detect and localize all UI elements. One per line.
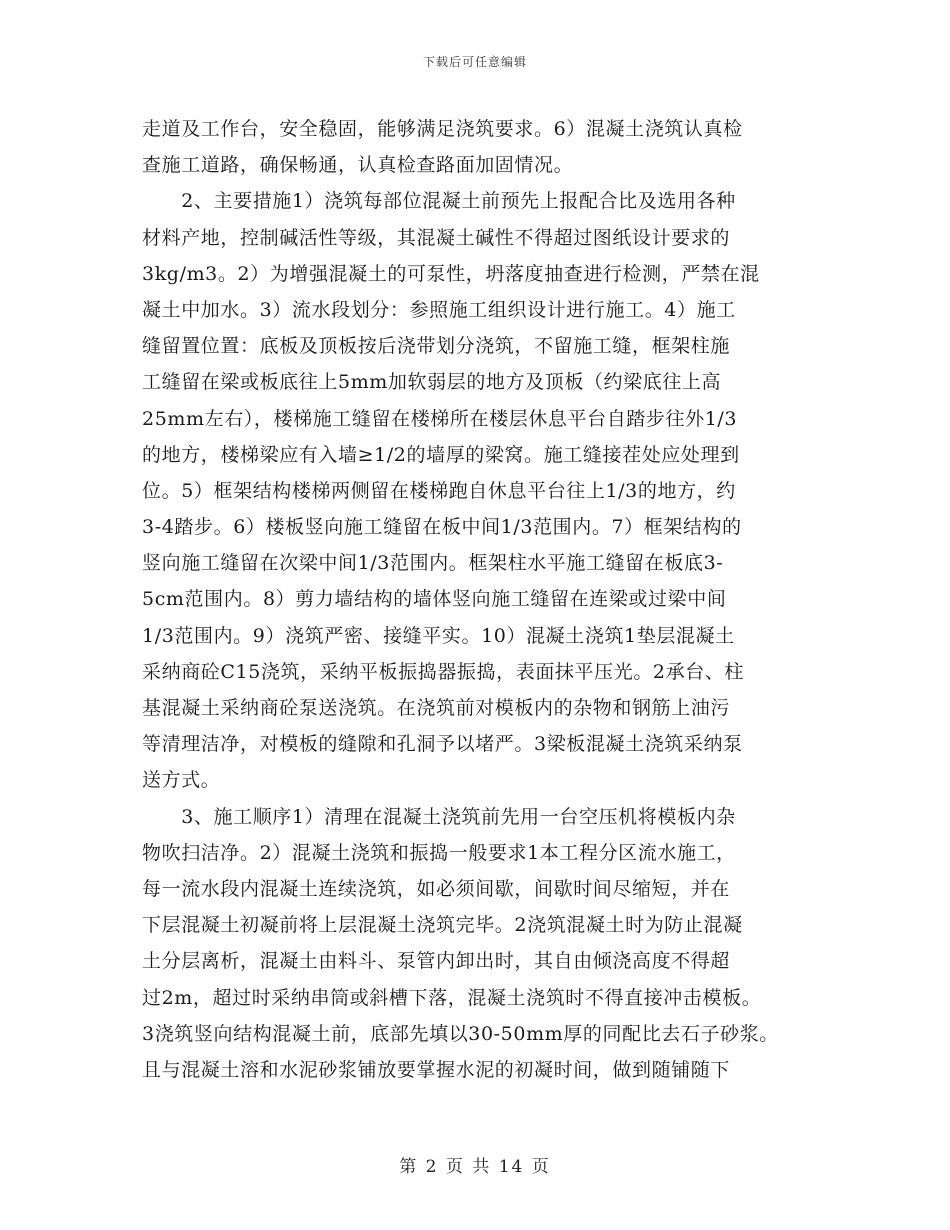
text-line: 每一流水段内混凝土连续浇筑，如必须间歇，间歇时间尽缩短，并在 <box>142 877 731 900</box>
text-line: 3、施工顺序1）清理在混凝土浇筑前先用一台空压机将模板内杂 <box>142 805 736 828</box>
text-line: 过2m，超过时采纳串筒或斜槽下落，混凝土浇筑时不得直接冲击模板。 <box>142 986 762 1009</box>
text-line: 25mm左右），楼梯施工缝留在楼梯所在楼层休息平台自踏步往外1/3 <box>142 407 738 430</box>
text-line: 位。5）框架结构楼梯两侧留在楼梯跑自休息平台往上1/3的地方，约 <box>142 479 736 502</box>
text-line: 下层混凝土初凝前将上层混凝土浇筑完毕。2浇筑混凝土时为防止混凝 <box>142 914 743 937</box>
text-line: 工缝留在梁或板底往上5mm加软弱层的地方及顶板（约梁底往上高 <box>142 371 722 394</box>
text-line: 走道及工作台，安全稳固，能够满足浇筑要求。6）混凝土浇筑认真检 <box>142 118 743 140</box>
document-body <box>142 111 812 1088</box>
text-line: 缝留置位置：底板及顶板按后浇带划分浇筑，不留施工缝，框架柱施 <box>142 335 731 358</box>
text-line: 3浇筑竖向结构混凝土前，底部先填以30-50mm厚的同配比去石子砂浆。 <box>142 1022 779 1045</box>
text-line: 送方式。 <box>142 769 221 792</box>
text-line: 土分层离析，混凝土由料斗、泵管内卸出时，其自由倾浇高度不得超 <box>142 950 731 973</box>
page-header-note: 下载后可任意编辑 <box>422 55 527 69</box>
text-line: 物吹扫洁净。2）混凝土浇筑和振捣一般要求1本工程分区流水施工， <box>142 841 736 864</box>
text-line: 2、主要措施1）浇筑每部位混凝土前预先上报配合比及选用各种 <box>142 190 736 213</box>
text-line: 材料产地，控制碱活性等级，其混凝土碱性不得超过图纸设计要求的 <box>142 226 731 249</box>
text-line: 采纳商砼C15浇筑，采纳平板振捣器振捣，表面抹平压光。2承台、柱 <box>142 660 745 683</box>
text-line: 3-4踏步。6）楼板竖向施工缝留在板中间1/3范围内。7）框架结构的 <box>142 516 742 539</box>
text-line: 等清理洁净，对模板的缝隙和孔洞予以堵严。3梁板混凝土浇筑采纳泵 <box>142 733 743 756</box>
text-line: 查施工道路，确保畅通，认真检查路面加固情况。 <box>142 154 574 177</box>
text-line: 3kg/m3。2）为增强混凝土的可泵性，坍落度抽查进行检测，严禁在混 <box>142 262 760 285</box>
text-line: 5cm范围内。8）剪力墙结构的墙体竖向施工缝留在连梁或过梁中间 <box>142 588 727 611</box>
text-line: 且与混凝土溶和水泥砂浆铺放要掌握水泥的初凝时间，做到随铺随下 <box>142 1058 731 1081</box>
text-line: 竖向施工缝留在次梁中间1/3范围内。框架柱水平施工缝留在板底3- <box>142 552 724 575</box>
text-line: 基混凝土采纳商砼泵送浇筑。在浇筑前对模板内的杂物和钢筋上油污 <box>142 697 731 719</box>
page-number-footer: 第 2 页 共 14 页 <box>399 1157 551 1177</box>
text-line: 1/3范围内。9）浇筑严密、接缝平实。10）混凝土浇筑1垫层混凝土 <box>142 624 735 647</box>
text-line: 的地方，楼梯梁应有入墙≥1/2的墙厚的梁窝。施工缝接茬处应处理到 <box>142 443 740 466</box>
text-line: 凝土中加水。3）流水段划分：参照施工组织设计进行施工。4）施工 <box>142 298 736 321</box>
